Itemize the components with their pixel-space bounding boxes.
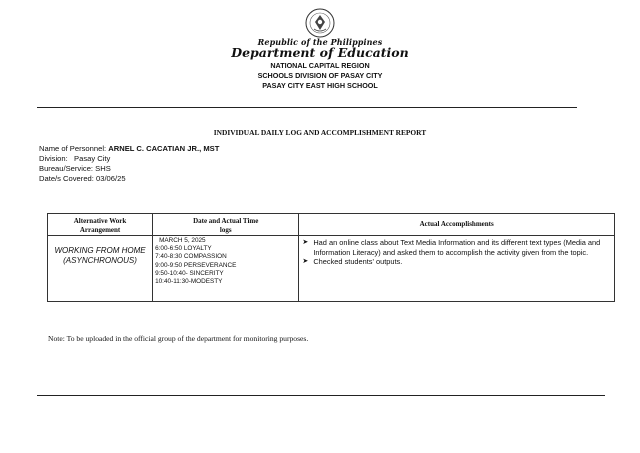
accomplishment-text: Checked students' outputs. — [313, 257, 403, 267]
dates-value: 03/06/25 — [96, 174, 126, 183]
time-header-line2: logs — [219, 226, 232, 234]
arrow-bullet-icon: ➤ — [302, 239, 309, 246]
region-heading: NATIONAL CAPITAL REGION — [270, 61, 370, 70]
table-header-row — [48, 214, 615, 236]
time-log-date: MARCH 5, 2025 — [159, 237, 206, 244]
time-log-entry: 9:50-10:40- SINCERITY — [155, 269, 224, 277]
accomplishment-item — [302, 257, 610, 267]
log-table — [47, 213, 615, 302]
division-label: Division: — [39, 154, 68, 163]
bureau-line — [39, 164, 111, 174]
dates-label: Date/s Covered: — [39, 174, 94, 183]
time-log-entry: 6:00-6:50 LOYALTY — [155, 245, 212, 253]
republic-heading: Republic of the Philippines — [257, 37, 383, 47]
deped-seal-logo — [305, 8, 335, 38]
report-title: INDIVIDUAL DAILY LOG AND ACCOMPLISHMENT REPORT — [213, 128, 427, 137]
time-header — [153, 214, 299, 236]
arrangement-header-line1: Alternative Work — [73, 217, 127, 225]
accomplishments-cell — [299, 236, 615, 302]
arrangement-header-line2: Arrangement — [79, 226, 121, 234]
personnel-name: ARNEL C. CACATIAN JR., MST — [108, 144, 220, 153]
footer-divider — [37, 395, 605, 396]
dates-line — [39, 174, 126, 184]
time-header-line1: Date and Actual Time — [193, 217, 259, 225]
accomplishments-header: Actual Accomplishments — [299, 214, 615, 236]
division-value: Pasay City — [74, 154, 111, 163]
arrangement-line2: (ASYNCHRONOUS) — [63, 256, 137, 265]
division-heading: SCHOOLS DIVISION OF PASAY CITY — [257, 71, 383, 80]
arrangement-cell — [48, 236, 153, 302]
arrangement-header — [48, 214, 153, 236]
time-log-entry: 9:00-9:50 PERSEVERANCE — [155, 261, 237, 269]
bureau-value: SHS — [95, 164, 111, 173]
time-log-entry: 7:40-8:30 COMPASSION — [155, 253, 227, 261]
arrow-bullet-icon: ➤ — [302, 258, 309, 266]
bureau-label: Bureau/Service: — [39, 164, 94, 173]
upload-note: Note: To be uploaded in the official group of the department for monitoring purposes. — [48, 334, 309, 343]
table-row — [48, 236, 615, 302]
accomplishment-text: Had an online class about Text Media Information and its different text types (Media and Information Literacy) and asked them to accomplish the activity given from the topic. — [313, 238, 601, 257]
accomplishment-item — [302, 238, 610, 257]
school-heading: PASAY CITY EAST HIGH SCHOOL — [262, 81, 378, 90]
personnel-label: Name of Personnel: — [39, 144, 107, 153]
time-log-entry: 10:40-11:30-MODESTY — [155, 278, 223, 286]
division-line — [39, 154, 110, 164]
time-logs-cell — [153, 236, 299, 302]
personnel-line — [39, 144, 219, 154]
department-heading: Department of Education — [231, 45, 409, 60]
header-divider — [37, 107, 577, 108]
arrangement-line1: WORKING FROM HOME — [54, 246, 146, 255]
